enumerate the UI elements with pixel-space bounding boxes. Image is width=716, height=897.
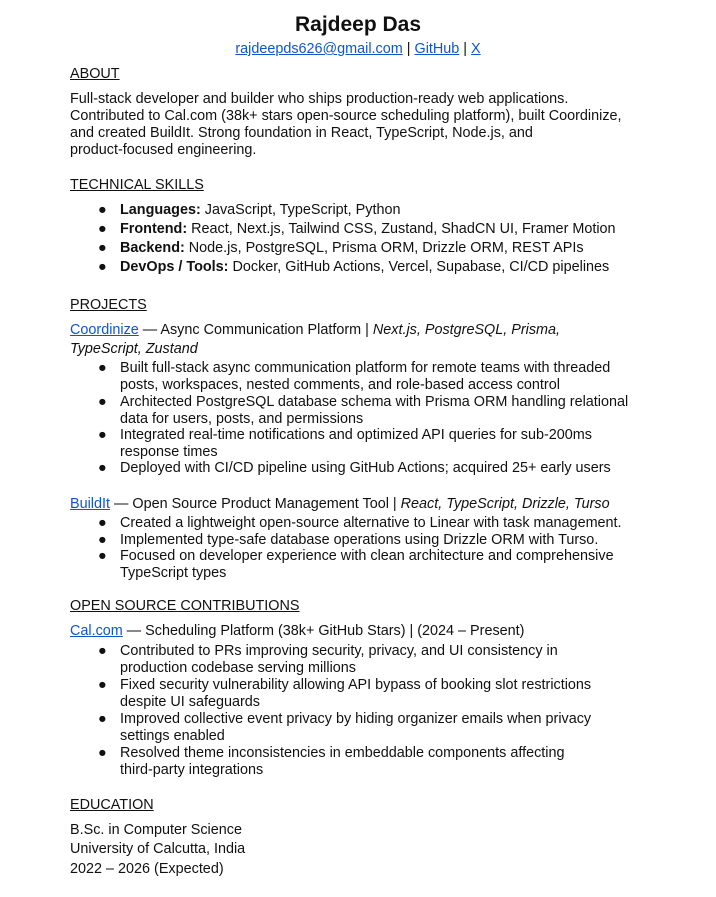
bullet-icon: ● xyxy=(98,643,107,659)
bullet-line: Improved collective event privacy by hiding organizer emails when privacy xyxy=(120,711,592,727)
bullet-line: TypeScript types xyxy=(120,565,227,581)
skills-heading: TECHNICAL SKILLS xyxy=(70,177,204,193)
bullet-icon: ● xyxy=(98,394,107,410)
bullet-line: Fixed security vulnerability allowing API bypass of booking slot restrictions xyxy=(120,677,592,693)
project-title-coordinize xyxy=(70,320,670,340)
list-item xyxy=(98,532,660,549)
separator: | xyxy=(406,41,411,57)
bullet-icon: ● xyxy=(98,677,107,693)
project-stack-continued xyxy=(70,339,670,359)
skill-value: JavaScript, TypeScript, Python xyxy=(200,202,401,218)
bullet-line: Contributed to PRs improving security, privacy, and UI consistency in xyxy=(120,643,558,659)
x-link[interactable]: X xyxy=(471,41,481,57)
bullet-line: third-party integrations xyxy=(120,762,264,778)
skill-label: Languages: xyxy=(120,202,201,218)
contact-line xyxy=(0,39,716,59)
bullet-line: Resolved theme inconsistencies in embeddable components affecting xyxy=(120,745,565,761)
skill-label: Frontend: xyxy=(120,221,188,237)
bullet-line: Focused on developer experience with clean architecture and comprehensive xyxy=(120,548,614,564)
skill-item xyxy=(98,220,680,239)
list-item xyxy=(98,745,660,779)
bullet-icon: ● xyxy=(98,745,107,761)
skill-item xyxy=(98,239,680,258)
about-heading: ABOUT xyxy=(70,66,120,82)
bullet-line: Integrated real-time notifications and optimized API queries for sub-200ms xyxy=(120,427,592,443)
bullet-icon: ● xyxy=(98,532,107,548)
bullet-icon: ● xyxy=(98,427,107,443)
list-item xyxy=(98,711,660,745)
about-text xyxy=(70,91,650,159)
bullet-line: Architected PostgreSQL database schema with Prisma ORM handling relational xyxy=(120,394,629,410)
bullet-icon: ● xyxy=(98,460,107,476)
bullet-line: Built full-stack async communication platform for remote teams with threaded xyxy=(120,360,611,376)
github-link[interactable]: GitHub xyxy=(414,41,460,57)
bullet-icon: ● xyxy=(98,360,107,376)
project-title-buildit xyxy=(70,494,670,514)
about-line: Full-stack developer and builder who ships production-ready web applications. xyxy=(70,91,569,107)
education-heading: EDUCATION xyxy=(70,797,154,813)
skill-item xyxy=(98,258,680,277)
list-item xyxy=(98,515,660,532)
bullet-icon: ● xyxy=(98,259,107,275)
bullet-line: posts, workspaces, nested comments, and role-based access control xyxy=(120,377,560,393)
project-desc: — Open Source Product Management Tool | xyxy=(110,496,401,512)
list-item xyxy=(98,394,660,428)
list-item xyxy=(98,643,660,677)
bullet-line: settings enabled xyxy=(120,728,225,744)
bullet-icon: ● xyxy=(98,202,107,218)
project-desc: — Async Communication Platform | xyxy=(138,322,373,338)
separator: | xyxy=(463,41,468,57)
education-degree: B.Sc. in Computer Science xyxy=(70,822,242,838)
list-item xyxy=(98,460,660,477)
list-item xyxy=(98,427,660,461)
project-stack: TypeScript, Zustand xyxy=(70,341,198,357)
bullet-line: despite UI safeguards xyxy=(120,694,260,710)
skill-value: React, Next.js, Tailwind CSS, Zustand, ShadCN UI, Framer Motion xyxy=(187,221,616,237)
skill-value: Docker, GitHub Actions, Vercel, Supabase, CI/CD pipelines xyxy=(228,259,610,275)
list-item xyxy=(98,548,660,582)
bullet-line: Deployed with CI/CD pipeline using GitHub Actions; acquired 25+ early users xyxy=(120,460,611,476)
bullet-line: data for users, posts, and permissions xyxy=(120,411,364,427)
bullet-icon: ● xyxy=(98,711,107,727)
skill-value: Node.js, PostgreSQL, Prisma ORM, Drizzle ORM, REST APIs xyxy=(184,240,584,256)
opensource-title xyxy=(70,621,670,641)
bullet-line: production codebase serving millions xyxy=(120,660,356,676)
projects-heading: PROJECTS xyxy=(70,297,147,313)
skill-label: Backend: xyxy=(120,240,185,256)
education-years: 2022 – 2026 (Expected) xyxy=(70,861,224,877)
about-line: and created BuildIt. Strong foundation in React, TypeScript, Node.js, and xyxy=(70,125,533,141)
candidate-name: Rajdeep Das xyxy=(294,13,422,36)
education-school: University of Calcutta, India xyxy=(70,841,246,857)
email-link[interactable]: rajdeepds626@gmail.com xyxy=(235,41,403,57)
bullet-icon: ● xyxy=(98,240,107,256)
buildit-link[interactable]: BuildIt xyxy=(70,496,110,512)
list-item xyxy=(98,360,660,394)
skill-label: DevOps / Tools: xyxy=(120,259,229,275)
project-stack: Next.js, PostgreSQL, Prisma, xyxy=(372,322,561,338)
bullet-line: response times xyxy=(120,444,218,460)
bullet-line: Implemented type-safe database operations using Drizzle ORM with Turso. xyxy=(120,532,599,548)
opensource-heading: OPEN SOURCE CONTRIBUTIONS xyxy=(70,598,300,614)
coordinize-link[interactable]: Coordinize xyxy=(70,322,139,338)
skill-item xyxy=(98,201,680,220)
about-line: product-focused engineering. xyxy=(70,142,257,158)
about-line: Contributed to Cal.com (38k+ stars open-source scheduling platform), built Coordinize, xyxy=(70,108,622,124)
opensource-desc: — Scheduling Platform (38k+ GitHub Stars) | (2024 – Present) xyxy=(122,623,525,639)
bullet-icon: ● xyxy=(98,221,107,237)
bullet-icon: ● xyxy=(98,548,107,564)
calcom-link[interactable]: Cal.com xyxy=(70,623,123,639)
project-stack: React, TypeScript, Drizzle, Turso xyxy=(400,496,610,512)
bullet-icon: ● xyxy=(98,515,107,531)
bullet-line: Created a lightweight open-source alternative to Linear with task management. xyxy=(120,515,622,531)
list-item xyxy=(98,677,660,711)
